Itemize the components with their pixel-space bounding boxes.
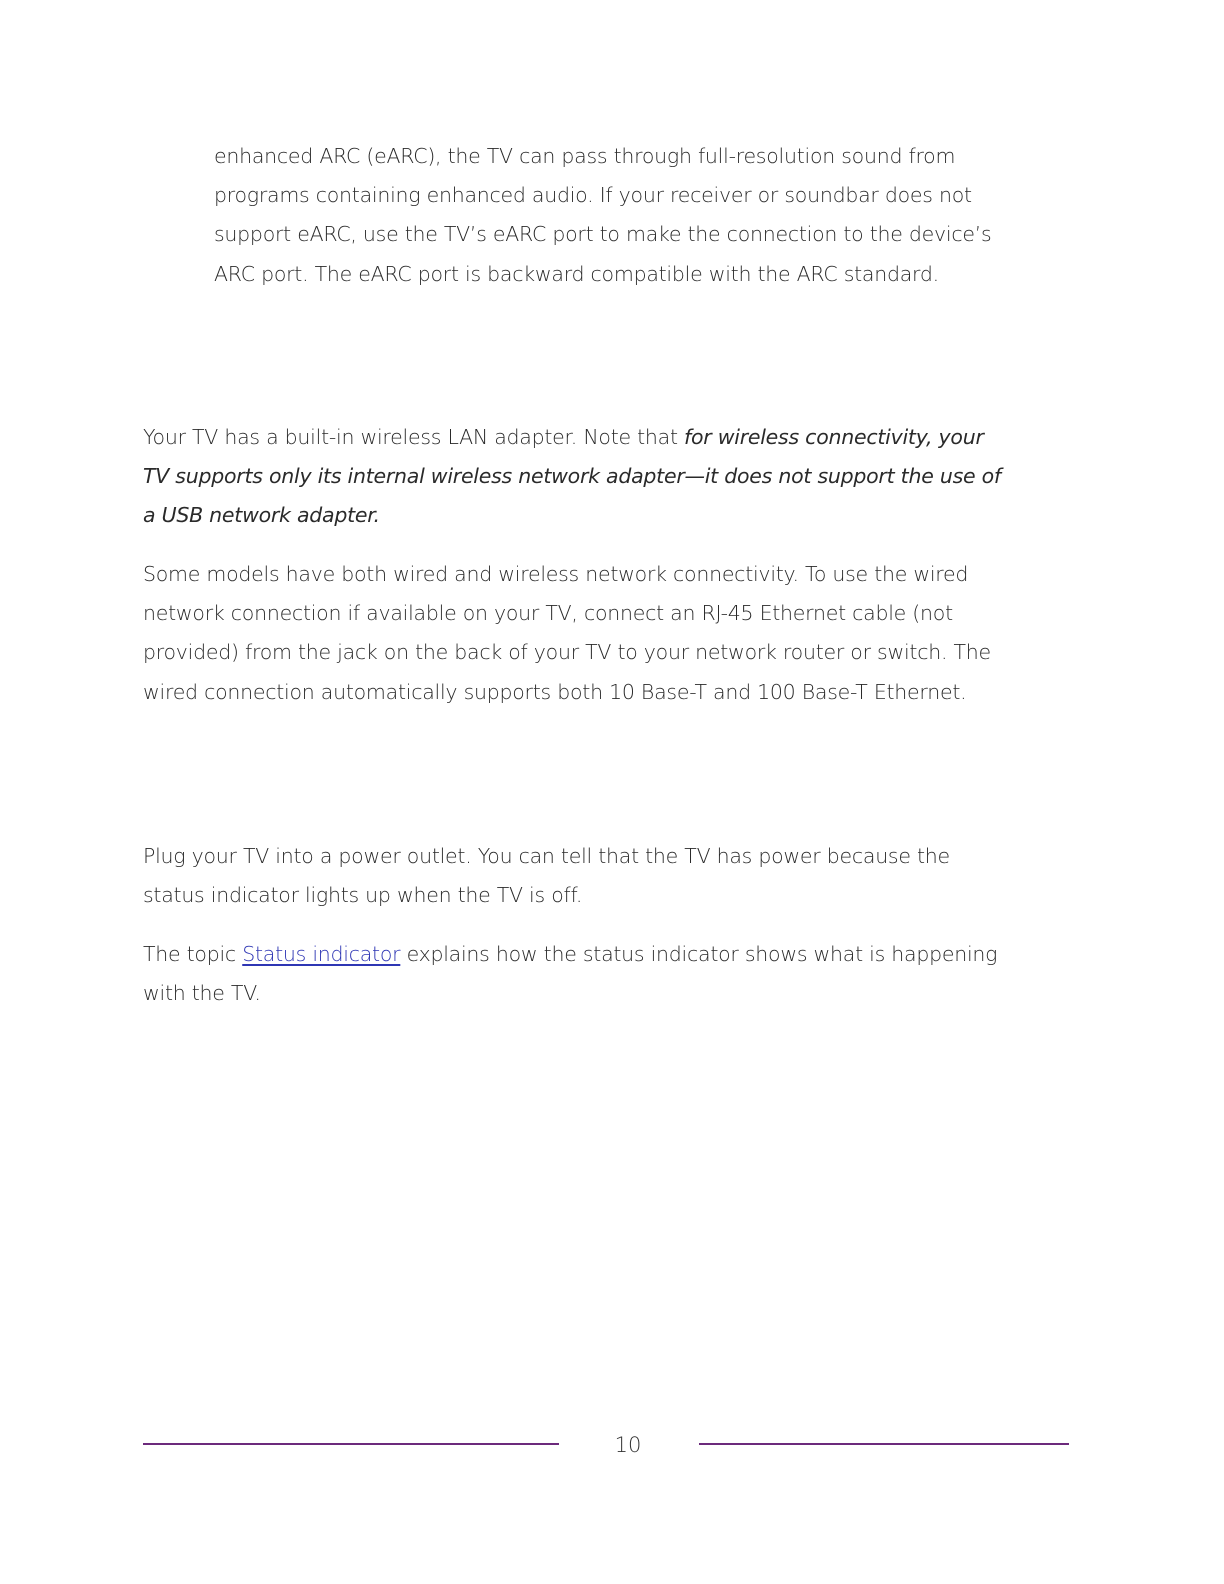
status-topic-line-1 <box>143 935 1103 974</box>
wired-paragraph <box>143 555 1103 712</box>
status-topic-line-2: with the TV. <box>143 981 261 1006</box>
footer-rule-right <box>699 1443 1069 1445</box>
earc-line-3: support eARC, use the TV’s eARC port to make the connection to the device’s <box>214 222 992 247</box>
status-indicator-link[interactable]: Status indicator <box>242 942 401 966</box>
power-line-2: status indicator lights up when the TV is off. <box>143 883 583 908</box>
wireless-line-1-italic: for wireless connectivity, your <box>684 425 984 449</box>
wireless-line-3: a USB network adapter. <box>143 503 380 528</box>
status-topic-paragraph <box>143 935 1103 1013</box>
wired-line-2: network connection if available on your TV, connect an RJ-45 Ethernet cable (not <box>143 601 953 626</box>
wired-line-3: provided) from the jack on the back of your TV to your network router or switch. The <box>143 640 991 665</box>
wired-line-4: wired connection automatically supports both 10 Base-T and 100 Base-T Ethernet. <box>143 679 967 704</box>
earc-line-1: enhanced ARC (eARC), the TV can pass through full-resolution sound from <box>214 144 956 168</box>
status-topic-prefix: The topic <box>143 942 243 966</box>
wireless-paragraph <box>143 418 1103 536</box>
power-line-1: Plug your TV into a power outlet. You can tell that the TV has power because the <box>143 844 950 868</box>
page-number: 10 <box>614 1433 642 1457</box>
power-paragraph <box>143 837 1103 915</box>
footer-rule-left <box>143 1443 559 1445</box>
status-topic-suffix: explains how the status indicator shows what is happening <box>400 942 998 966</box>
earc-paragraph <box>214 137 1114 294</box>
wireless-line-1-plain: Your TV has a built-in wireless LAN adapter. Note that <box>143 425 685 449</box>
earc-line-2: programs containing enhanced audio. If your receiver or soundbar does not <box>214 183 972 208</box>
wireless-line-1 <box>143 418 1103 457</box>
wired-line-1: Some models have both wired and wireless network connectivity. To use the wired <box>143 562 969 586</box>
earc-line-4: ARC port. The eARC port is backward compatible with the ARC standard. <box>214 261 939 286</box>
wireless-line-2: TV supports only its internal wireless network adapter—it does not support the use of <box>143 464 1001 489</box>
